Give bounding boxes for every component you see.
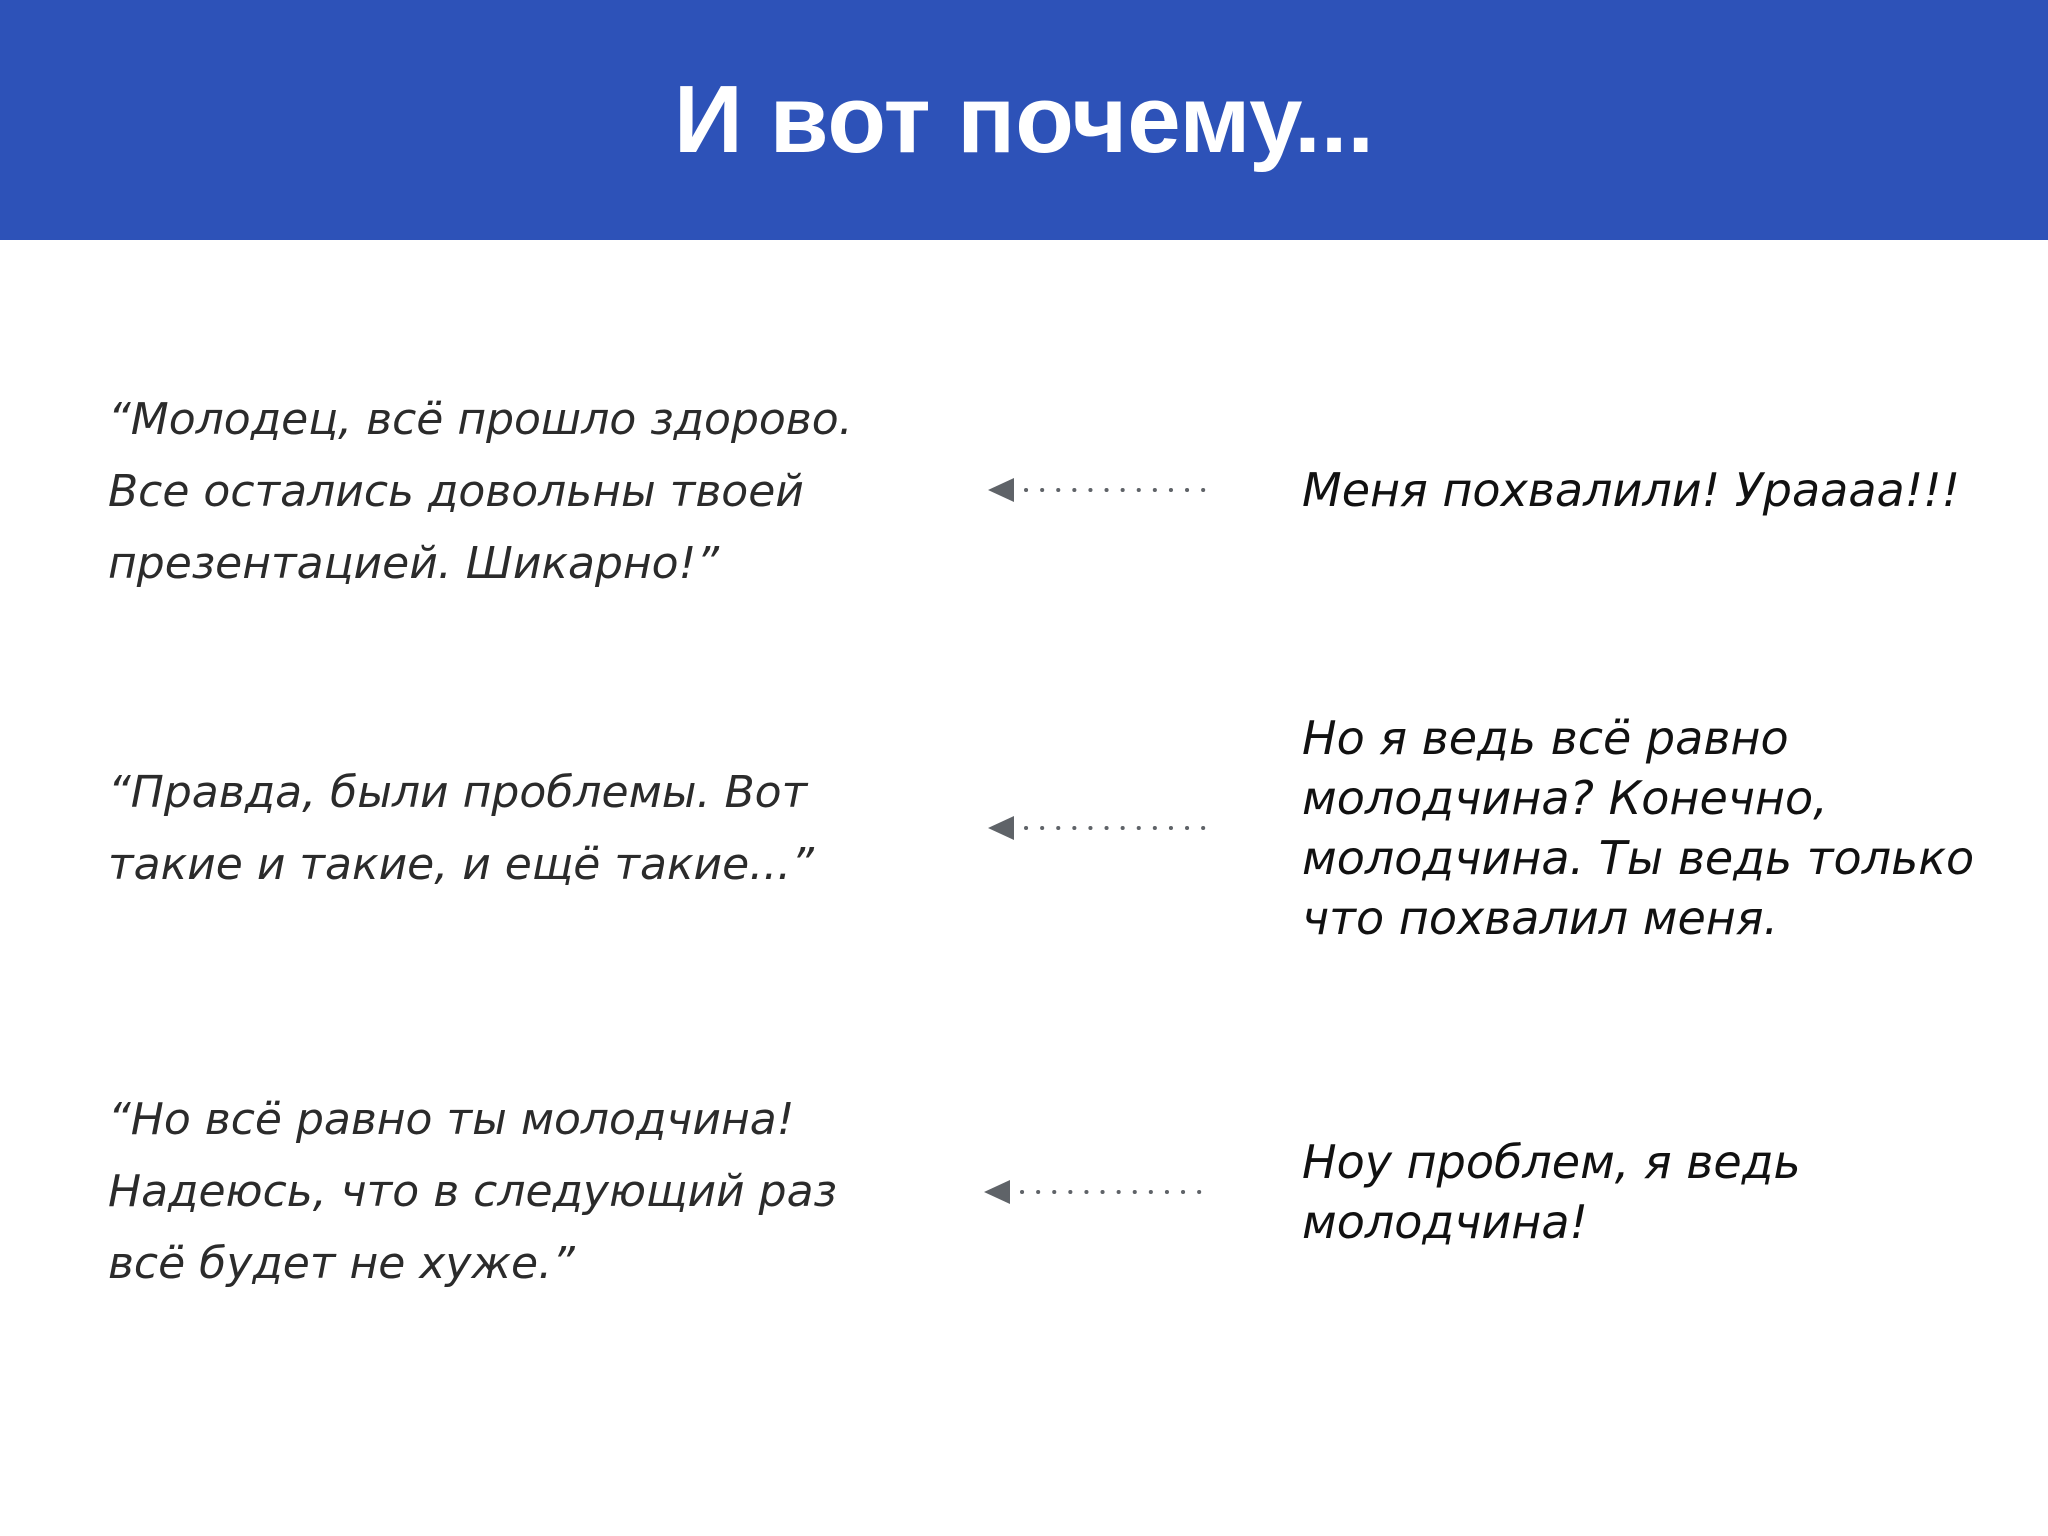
thought-3: Ноу проблем, я ведь молодчина! — [1302, 1135, 1801, 1249]
thought-2: Но я ведь всё равно молодчина? Конечно, молодчина. Ты ведь только что похвалил меня. — [1302, 711, 1975, 945]
dotted-left-arrow-icon — [988, 813, 1208, 843]
header-banner — [0, 0, 2048, 240]
quote-3: “Но всё равно ты молодчина! Надеюсь, что в следующий раз всё будет не хуже.” — [108, 1094, 837, 1289]
quote-2: “Правда, были проблемы. Вот такие и такие, и ещё такие...” — [108, 767, 814, 890]
dotted-left-arrow-icon — [984, 1177, 1204, 1207]
thought-1: Меня похвалили! Урaaaa!!! — [1302, 463, 1961, 517]
dotted-left-arrow-icon — [988, 475, 1208, 505]
quote-1: “Молодец, всё прошло здорово. Все остались довольны твоей презентацией. Шикарно!” — [108, 394, 853, 589]
page-title: И вот почему... — [673, 66, 1375, 173]
